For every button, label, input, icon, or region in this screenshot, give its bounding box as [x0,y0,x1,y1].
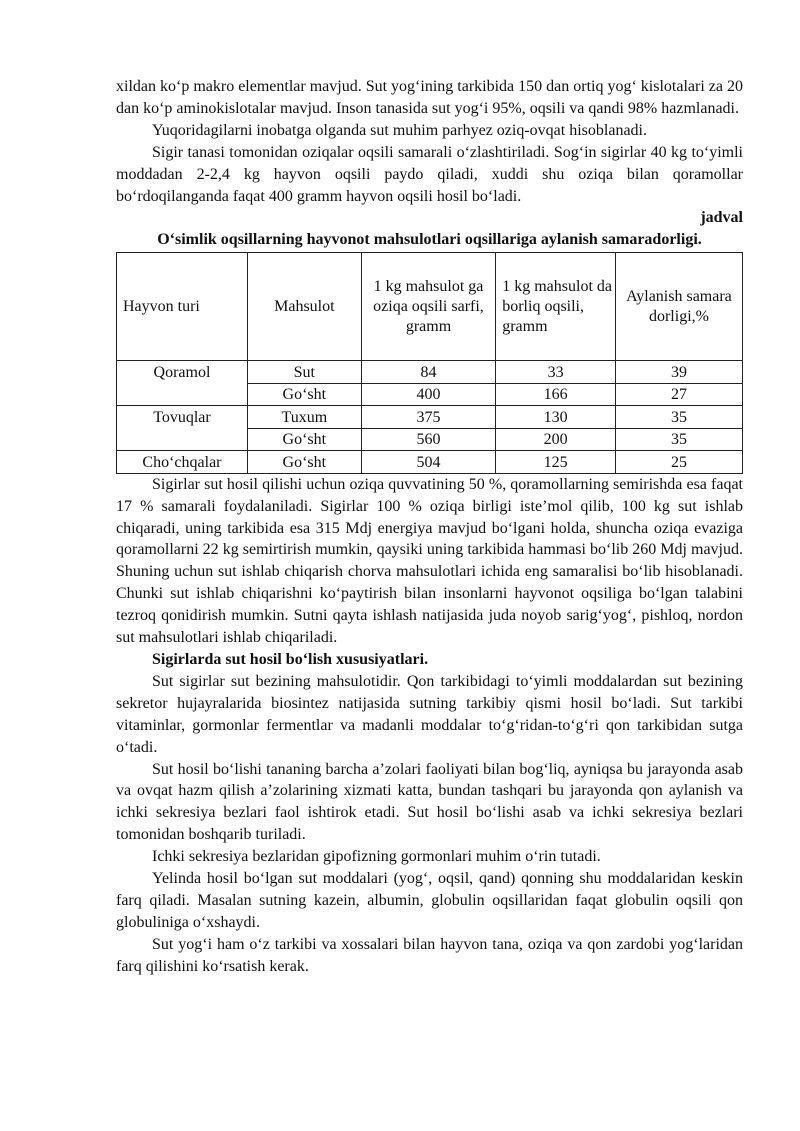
table-cell: Go‘sht [247,428,361,451]
data-table [116,252,743,474]
table-row [117,428,743,451]
table-cell: 35 [615,406,742,429]
table-header-row [117,253,743,361]
table-cell: 504 [361,451,495,474]
section-heading: Sigirlarda sut hosil bo‘lish xususiyatlari. [152,651,429,668]
table-cell: 166 [496,383,616,406]
table-cell: 84 [361,361,495,384]
paragraph: Yuqoridagilarni inobatga olganda sut muhim parhyez oziq-ovqat hisoblanadi. [152,121,647,139]
table-header-cell: Mahsulot [247,253,361,361]
table-cell: 375 [361,406,495,429]
table-cell: Sut [247,361,361,384]
table-cell: 27 [615,383,742,406]
paragraph: Sut sigirlar sut bezining mahsulotidir. Qon tarkibidagi to‘yimli moddalardan sut bezining sekretor hujayralarida biosintez natijasida sutning tarkibiy qismi hosil bo‘ladi. Sut tarkibi vitaminlar, gormonlar fermentlar va madanli moddalar to‘g‘ridan-to‘g‘ri qon tarkibidan sutga o‘tadi. [116,672,743,756]
table-cell: Tovuqlar [117,406,248,429]
document-page [116,76,743,978]
table-cell [117,383,248,406]
table-cell: 130 [496,406,616,429]
paragraph: Sigirlar sut hosil qilishi uchun oziqa quvvatining 50 %, qoramollarning semirishda esa faqat 17 % samarali foydalaniladi. Sigirlar 100 % oziqa birligi iste’mol qilib, 100 kg sut ishlab chiqaradi, uning tarkibida esa 315 Mdj energiya mavjud bo‘lgani holda, shuncha oziqa evaziga qoramollarni 22 kg semirtirish mumkin, qaysiki uning tarkibida hammasi bo‘lib 260 Mdj mavjud. Shuning uchun sut ishlab chiqarish chorva mahsulotlari ichida eng samaralisi bo‘lib hisoblanadi. Chunki sut ishlab chiqarishni ko‘paytirish bilan insonlarni hayvonot oqsiliga bo‘lgan talabini tezroq qonidirish mumkin. Sutni qayta ishlash natijasida juda noyob sarig‘yog‘, pishloq, nordon sut mahsulotlari ishlab chiqariladi. [116,475,743,647]
table-cell: 25 [615,451,742,474]
table-header-cell: 1 kg mahsulot da borliq oqsili, gramm [496,253,616,361]
paragraph: Sigir tanasi tomonidan oziqalar oqsili samarali o‘zlashtiriladi. Sog‘in sigirlar 40 kg to‘yimli moddadan 2-2,4 kg hayvon oqsili paydo qiladi, xuddi shu oziqa bilan qoramollar bo‘rdoqilanganda faqat 400 gramm hayvon oqsili hosil bo‘ladi. [116,143,743,205]
table-cell: 400 [361,383,495,406]
table-header-cell: Hayvon turi [117,253,248,361]
table-tag: jadval [700,209,743,227]
table-row [117,406,743,429]
table-cell: 35 [615,428,742,451]
table-title: O‘simlik oqsillarning hayvonot mahsulotlari oqsillariga aylanish samaradorligi. [157,231,702,249]
table-cell: Go‘sht [247,451,361,474]
table-header-cell: Aylanish samara dorligi,% [615,253,742,361]
table-cell: 200 [496,428,616,451]
table-row [117,361,743,384]
table-cell: 33 [496,361,616,384]
table-row [117,451,743,474]
table-cell: Qoramol [117,361,248,384]
table-header-cell: 1 kg mahsulot ga oziqa oqsili sarfi, gramm [361,253,495,361]
table-cell: Cho‘chqalar [117,451,248,474]
paragraph: Ichki sekresiya bezlaridan gipofizning gormonlari muhim o‘rin tutadi. [152,848,601,866]
table-cell: 39 [615,361,742,384]
table-cell: 560 [361,428,495,451]
paragraph: xildan ko‘p makro elementlar mavjud. Sut yog‘ining tarkibida 150 dan ortiq yog‘ kislotalari za 20 dan ko‘p aminokislotalar mavjud. Inson tanasida sut yog‘i 95%, oqsili va qandi 98% hazmlanadi. [116,78,743,117]
paragraph: Sut hosil bo‘lishi tananing barcha a’zolari faoliyati bilan bog‘liq, ayniqsa bu jarayonda asab va ovqat hazm qilish a’zolarining xizmati katta, bundan tashqari bu jarayonda qon aylanish va ichki sekresiya bezlari faol ishtirok etadi. Sut hosil bo‘lishi asab va ichki sekresiya bezlari tomonidan boshqarib turiladi. [116,760,743,844]
table-cell: 125 [496,451,616,474]
table-cell: Tuxum [247,406,361,429]
table-cell: Go‘sht [247,383,361,406]
paragraph: Sut yog‘i ham o‘z tarkibi va xossalari bilan hayvon tana, oziqa va qon zardobi yog‘laridan farq qilishini ko‘rsatish kerak. [116,935,743,975]
paragraph: Yelinda hosil bo‘lgan sut moddalari (yog‘, oqsil, qand) qonning shu moddalaridan keskin farq qiladi. Masalan sutning kazein, albumin, globulin oqsillaridan faqat globulin oqsili qon globuliniga o‘xshaydi. [116,870,743,931]
table-cell [117,428,248,451]
table-row [117,383,743,406]
